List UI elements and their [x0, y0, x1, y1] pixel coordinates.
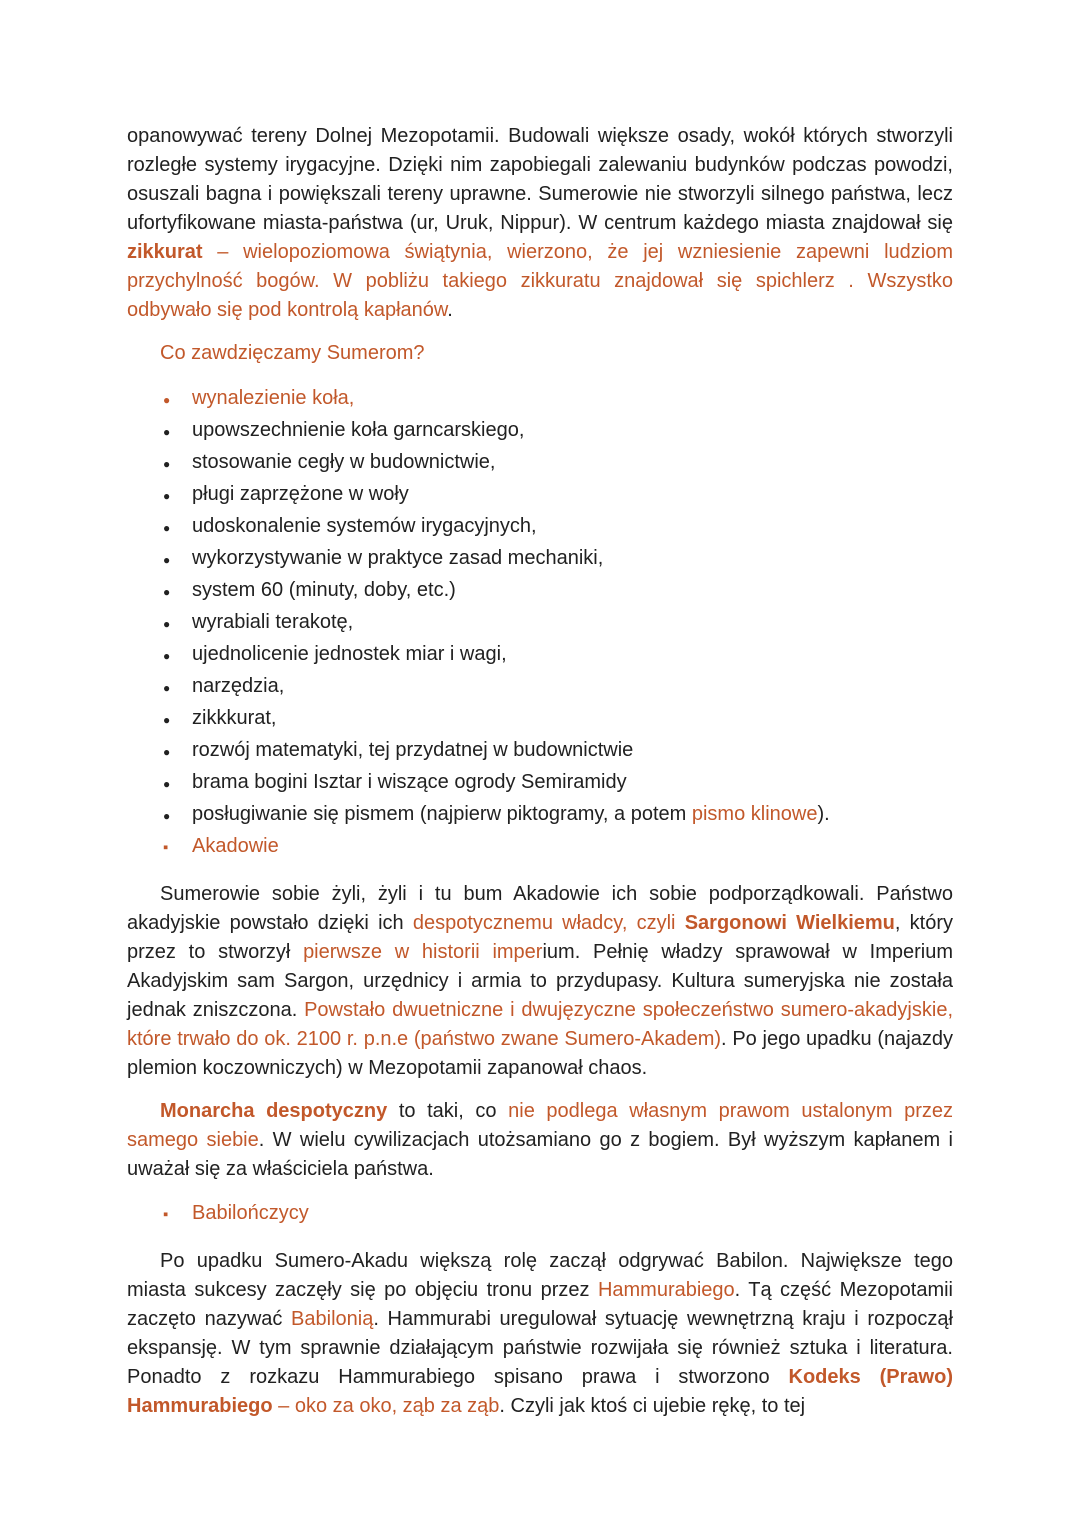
bullet-list: [127, 1198, 953, 1230]
list-item: [163, 703, 953, 735]
text-run: –: [272, 1395, 295, 1417]
text-run: Co zawdzięczamy Sumerom?: [160, 342, 425, 364]
text-run: pługi zaprzężone w woły: [192, 483, 409, 505]
disc-bullet-icon: ●: [163, 553, 171, 567]
disc-bullet-icon: ●: [163, 393, 171, 407]
text-run: Monarcha despotyczny: [160, 1100, 388, 1122]
text-run: Hammurabiego: [597, 1279, 735, 1301]
list-item: [163, 447, 953, 479]
paragraph: [127, 880, 953, 1083]
text-run: rozwój matematyki, tej przydatnej w budownictwie: [192, 739, 634, 761]
paragraph: [127, 122, 953, 325]
text-run: ium. Pełnię władzy sprawował w Imperium Akadyjskim sam Sargon, urzędnicy i armia to przydupasy. Kultura sumeryjska nie została jednak zniszczona.: [127, 941, 953, 1021]
text-run: wynalezienie koła,: [192, 387, 355, 409]
text-run: Sumerowie sobie żyli, żyli i tu bum Akadowie ich sobie podporządkowali. Państwo akadyjskie powstało dzięki ich: [127, 883, 953, 934]
disc-bullet-icon: ●: [163, 713, 171, 727]
bullet-list: [127, 383, 953, 863]
text-run: Kodeks (Prawo) Hammurabiego: [127, 1366, 953, 1417]
text-run: opanowywać tereny Dolnej Mezopotamii. Budowali większe osady, wokół których stworzyli rozległe systemy irygacyjne. Dzięki nim zapobiegali zalewaniu budynków podczas powodzi, osuszali bagna i powiększali tereny uprawne. Sumerowie nie stworzyli silnego państwa, lecz ufortyfikowane miasta-państwa (ur, Uruk, Nippur). W centrum każdego miasta znajdował się: [127, 125, 953, 234]
text-run: – wielopoziomowa świątynia, wierzono, że jej wzniesienie zapewni ludziom przychylność bogów. W pobliżu takiego zikkuratu znajdował się spichlerz . Wszystko odbywało się pod kontrolą kapłanów: [127, 241, 953, 321]
list-item: [163, 1198, 953, 1230]
list-item: [163, 415, 953, 447]
text-run: udoskonalenie systemów irygacyjnych,: [192, 515, 537, 537]
text-run: . Czyli jak ktoś ci ujebie rękę, to tej: [499, 1395, 806, 1417]
list-item-text: [192, 479, 953, 509]
text-run: ).: [817, 803, 830, 825]
text-run: Powstało dwuetniczne i dwujęzyczne społeczeństwo sumero-akadyjskie, które trwało do ok. 2100 r. p.n.e (państwo zwane Sumero-Akadem): [127, 999, 953, 1050]
disc-bullet-icon: ●: [163, 745, 171, 759]
text-run: despotycznemu władcy, czyli: [412, 912, 685, 934]
list-item-text: [192, 767, 953, 797]
text-run: .: [447, 299, 453, 321]
text-run: to taki, co: [387, 1100, 509, 1122]
document-content: [127, 122, 953, 1421]
text-run: Sargonowi Wielkiemu: [684, 912, 895, 934]
text-run: pismo klinowe: [691, 803, 818, 825]
list-item-text: [192, 415, 953, 445]
list-item: [163, 831, 953, 863]
text-run: . Hammurabi uregulował sytuację wewnętrzną kraju i rozpoczął ekspansję. W tym sprawnie działającym państwie rozwijała się również sztuka i literatura. Ponadto z rozkazu Hammurabiego spisano prawa i stworzono: [127, 1308, 953, 1388]
square-bullet-icon: ▪: [163, 839, 169, 856]
square-bullet-icon: ▪: [163, 1206, 169, 1223]
list-item-text: [192, 511, 953, 541]
text-run: upowszechnienie koła garncarskiego,: [192, 419, 525, 441]
text-run: , który przez to stworzył: [127, 912, 954, 963]
list-item: [163, 671, 953, 703]
list-item-text: [192, 1198, 953, 1228]
text-run: wyrabiali terakotę,: [192, 611, 354, 633]
text-run: system 60 (minuty, doby, etc.): [192, 579, 456, 601]
text-run: oko za oko, ząb za ząb: [294, 1395, 500, 1417]
text-run: . W wielu cywilizacjach utożsamiano go z bogiem. Był wyższym kapłanem i uważał się za właściciela państwa.: [127, 1129, 953, 1180]
list-item: [163, 735, 953, 767]
text-run: narzędzia,: [192, 675, 285, 697]
list-item-text: [192, 447, 953, 477]
list-item: [163, 767, 953, 799]
list-item: [163, 479, 953, 511]
list-item-text: [192, 383, 953, 413]
text-run: pierwsze w historii imper: [303, 941, 543, 963]
list-item: [163, 575, 953, 607]
disc-bullet-icon: ●: [163, 585, 171, 599]
disc-bullet-icon: ●: [163, 489, 171, 503]
text-run: . Tą część Mezopotamii zaczęto nazywać: [127, 1279, 953, 1330]
list-item: [163, 639, 953, 671]
text-run: brama bogini Isztar i wiszące ogrody Semiramidy: [192, 771, 627, 793]
list-item-text: [192, 543, 953, 573]
disc-bullet-icon: ●: [163, 521, 171, 535]
text-run: ujednolicenie jednostek miar i wagi,: [192, 643, 507, 665]
list-item-text: [192, 575, 953, 605]
text-run: zikkkurat,: [192, 707, 277, 729]
list-item-text: [192, 799, 953, 829]
list-item: [163, 511, 953, 543]
text-run: nie podlega własnym prawom ustalonym przez samego siebie: [127, 1100, 953, 1151]
section-heading: [127, 339, 953, 368]
text-run: Po upadku Sumero-Akadu większą rolę zaczął odgrywać Babilon. Największe tego miasta sukcesy zaczęły się po objęciu tronu przez: [127, 1250, 953, 1301]
disc-bullet-icon: ●: [163, 809, 171, 823]
text-run: posługiwanie się pismem (najpierw piktogramy, a potem: [192, 803, 692, 825]
text-run: Akadowie: [192, 835, 279, 857]
disc-bullet-icon: ●: [163, 425, 171, 439]
text-run: wykorzystywanie w praktyce zasad mechaniki,: [192, 547, 604, 569]
text-run: Babilonią: [291, 1308, 374, 1330]
list-item-text: [192, 671, 953, 701]
text-run: zikkurat: [127, 241, 203, 263]
list-item-text: [192, 639, 953, 669]
list-item-text: [192, 607, 953, 637]
list-item: [163, 607, 953, 639]
disc-bullet-icon: ●: [163, 649, 171, 663]
list-item: [163, 383, 953, 415]
disc-bullet-icon: ●: [163, 681, 171, 695]
list-item-text: [192, 735, 953, 765]
disc-bullet-icon: ●: [163, 617, 171, 631]
list-item: [163, 543, 953, 575]
disc-bullet-icon: ●: [163, 457, 171, 471]
paragraph: [127, 1097, 953, 1184]
text-run: . Po jego upadku (najazdy plemion koczowniczych) w Mezopotamii zapanował chaos.: [127, 1028, 953, 1079]
list-item: [163, 799, 953, 831]
text-run: Babilończycy: [192, 1202, 309, 1224]
paragraph: [127, 1247, 953, 1421]
disc-bullet-icon: ●: [163, 777, 171, 791]
list-item-text: [192, 703, 953, 733]
list-item-text: [192, 831, 953, 861]
text-run: stosowanie cegły w budownictwie,: [192, 451, 496, 473]
